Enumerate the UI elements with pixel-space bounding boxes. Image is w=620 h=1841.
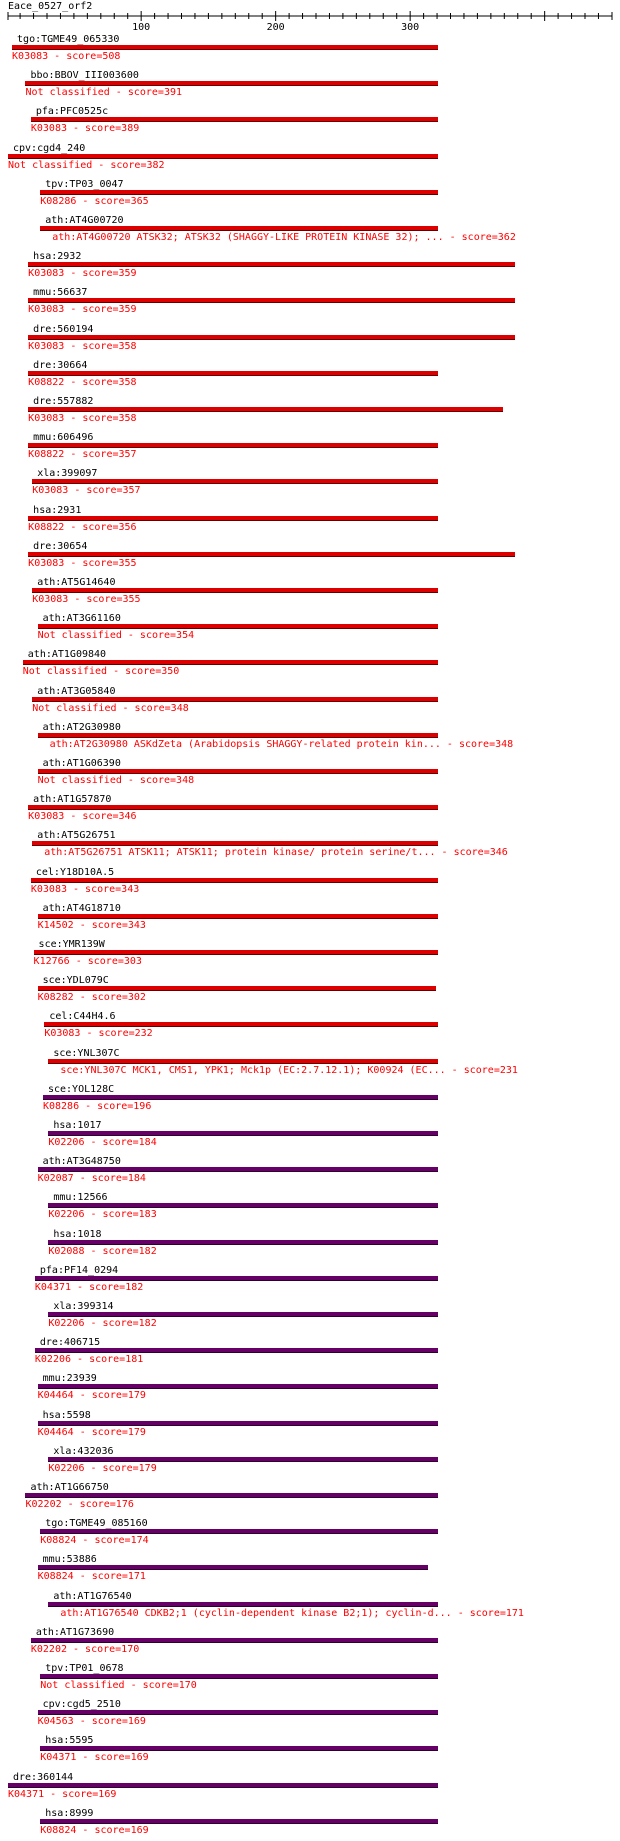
- hit-alignment-bar[interactable]: [40, 226, 438, 231]
- hit-gene-label[interactable]: mmu:606496: [33, 432, 94, 444]
- hit-ko-score[interactable]: Not classified - score=382: [8, 159, 165, 171]
- hit-gene-label[interactable]: dre:406715: [39, 1337, 101, 1349]
- hit-gene-label[interactable]: ath:AT3G05840: [37, 685, 116, 697]
- hit-alignment-bar[interactable]: [48, 1240, 438, 1245]
- hit-gene-label[interactable]: ath:AT1G57870: [33, 794, 112, 806]
- hit-alignment-bar[interactable]: [38, 986, 436, 991]
- hit-alignment-bar[interactable]: [38, 914, 439, 919]
- hit-gene-label[interactable]: sce:YDL079C: [42, 975, 109, 987]
- hit-gene-label[interactable]: tpv:TP01_0678: [45, 1663, 124, 1674]
- query-name: Eace_0527_orf2: [8, 1, 93, 12]
- hit-gene-label[interactable]: hsa:5598: [42, 1409, 91, 1421]
- hit-alignment-bar[interactable]: [40, 1674, 438, 1679]
- hit-ko-score[interactable]: K03083 - score=343: [30, 883, 140, 895]
- hit-ko-score[interactable]: K04464 - score=179: [37, 1426, 146, 1438]
- hit-gene-label[interactable]: hsa:1018: [53, 1228, 102, 1240]
- hit-gene-label[interactable]: hsa:2931: [33, 504, 82, 516]
- hit-alignment-bar[interactable]: [28, 516, 438, 521]
- hit-gene-label[interactable]: mmu:56637: [33, 287, 88, 299]
- hit-alignment-bar[interactable]: [8, 1783, 438, 1788]
- hit-gene-label[interactable]: xla:432036: [53, 1445, 114, 1457]
- hit-gene-label[interactable]: ath:AT2G30980: [42, 721, 121, 733]
- hit-ko-score[interactable]: K03083 - score=389: [30, 123, 140, 135]
- hit-gene-label[interactable]: xla:399097: [37, 468, 98, 480]
- hit-gene-label[interactable]: dre:557882: [33, 396, 94, 407]
- hit-ko-score[interactable]: K02202 - score=176: [25, 1499, 134, 1510]
- hit-alignment-bar[interactable]: [31, 878, 439, 883]
- hit-alignment-bar[interactable]: [28, 552, 515, 557]
- hit-alignment-bar[interactable]: [8, 154, 438, 159]
- hit-ko-score[interactable]: ath:AT4G00720 ATSK32; ATSK32 (SHAGGY-LIKE PROTEIN KINASE 32); ... - score=362: [52, 232, 516, 243]
- hit-ko-score[interactable]: K04563 - score=169: [37, 1716, 146, 1728]
- hit-gene-label[interactable]: mmu:12566: [53, 1192, 108, 1204]
- hit-alignment-bar[interactable]: [25, 81, 438, 86]
- hit-alignment-bar[interactable]: [38, 769, 439, 774]
- hit-ko-score[interactable]: K03083 - score=232: [44, 1028, 153, 1040]
- hit-gene-label[interactable]: ath:AT3G61160: [42, 613, 121, 625]
- hit-ko-score[interactable]: K12766 - score=303: [33, 956, 142, 967]
- hit-ko-score[interactable]: ath:AT5G26751 ATSK11; ATSK11; protein kinase/ protein serine/t... - score=346: [44, 847, 508, 859]
- hit-ko-score[interactable]: K04464 - score=179: [37, 1390, 146, 1402]
- hit-gene-label[interactable]: ath:AT1G09840: [27, 649, 107, 661]
- hit-alignment-bar[interactable]: [48, 1602, 438, 1607]
- hit-ko-score[interactable]: K08282 - score=302: [37, 992, 146, 1004]
- hit-alignment-bar[interactable]: [48, 1203, 438, 1208]
- hit-ko-score[interactable]: K02206 - score=181: [34, 1354, 144, 1366]
- hit-ko-score[interactable]: K08824 - score=174: [40, 1535, 149, 1547]
- hit-gene-label[interactable]: tpv:TP03_0047: [45, 178, 124, 190]
- hit-ko-score[interactable]: Not classified - score=348: [32, 702, 189, 714]
- hit-alignment-bar[interactable]: [32, 841, 438, 846]
- hit-alignment-bar[interactable]: [31, 1638, 439, 1643]
- hit-alignment-bar[interactable]: [32, 697, 438, 702]
- hit-gene-label[interactable]: dre:30654: [33, 540, 88, 552]
- hit-gene-label[interactable]: pfa:PFC0525c: [35, 106, 109, 118]
- ruler-tick-label: 100: [132, 22, 151, 30]
- ruler-tick-label: 200: [266, 22, 285, 30]
- hit-alignment-bar[interactable]: [40, 1529, 438, 1534]
- hit-gene-label[interactable]: ath:AT5G14640: [37, 577, 116, 588]
- hit-alignment-bar[interactable]: [38, 624, 439, 629]
- hit-alignment-bar[interactable]: [40, 190, 438, 195]
- hit-alignment-bar[interactable]: [23, 660, 439, 665]
- hit-ko-score[interactable]: K02088 - score=182: [48, 1245, 157, 1257]
- hit-alignment-bar[interactable]: [28, 407, 503, 412]
- hit-gene-label[interactable]: hsa:1017: [53, 1120, 102, 1131]
- hit-alignment-bar[interactable]: [48, 1312, 438, 1317]
- hit-ko-score[interactable]: K03083 - score=346: [28, 811, 137, 823]
- hit-alignment-bar[interactable]: [48, 1059, 438, 1064]
- hit-ko-score[interactable]: K08286 - score=196: [42, 1100, 152, 1112]
- hit-ko-score[interactable]: K02206 - score=184: [48, 1137, 157, 1148]
- hit-ko-score[interactable]: K08822 - score=357: [28, 449, 137, 461]
- hit-alignment-bar[interactable]: [38, 1421, 439, 1426]
- hit-ko-score[interactable]: K02087 - score=184: [37, 1173, 146, 1185]
- hit-ko-score[interactable]: K02206 - score=182: [48, 1318, 157, 1329]
- hit-alignment-bar[interactable]: [28, 371, 438, 376]
- hit-alignment-bar[interactable]: [31, 117, 439, 122]
- hit-gene-label[interactable]: hsa:2932: [33, 251, 82, 263]
- hit-ko-score[interactable]: K04371 - score=169: [8, 1788, 117, 1800]
- hit-ko-score[interactable]: sce:YNL307C MCK1, CMS1, YPK1; Mck1p (EC:2.7.12.1); K00924 (EC... - score=231: [60, 1064, 518, 1076]
- hit-ko-score[interactable]: K02206 - score=183: [48, 1209, 157, 1221]
- hit-gene-label[interactable]: mmu:23939: [42, 1373, 97, 1385]
- hit-ko-score[interactable]: K08286 - score=365: [40, 195, 149, 207]
- hit-ko-score[interactable]: Not classified - score=170: [40, 1680, 197, 1691]
- hit-ko-score[interactable]: K08822 - score=356: [28, 521, 137, 533]
- hit-gene-label[interactable]: ath:AT4G18710: [42, 902, 121, 914]
- hit-gene-label[interactable]: dre:560194: [33, 323, 94, 335]
- hit-alignment-bar[interactable]: [40, 1819, 438, 1824]
- hit-alignment-bar[interactable]: [38, 733, 439, 738]
- hit-alignment-bar[interactable]: [40, 1746, 438, 1751]
- hit-alignment-bar[interactable]: [28, 298, 515, 303]
- hit-ko-score[interactable]: Not classified - score=350: [22, 666, 180, 678]
- hit-alignment-bar[interactable]: [32, 588, 438, 593]
- hit-alignment-bar[interactable]: [28, 335, 515, 340]
- hit-alignment-bar[interactable]: [25, 1493, 438, 1498]
- hit-ko-score[interactable]: K04371 - score=182: [34, 1281, 144, 1293]
- hit-gene-label[interactable]: cpv:cgd4_240: [13, 142, 86, 154]
- hit-gene-label[interactable]: tgo:TGME49_085160: [45, 1518, 148, 1530]
- hit-ko-score[interactable]: K08822 - score=358: [28, 376, 137, 388]
- hit-alignment-bar[interactable]: [28, 443, 438, 448]
- hit-gene-label[interactable]: ath:AT3G48750: [42, 1156, 121, 1168]
- hit-gene-label[interactable]: xla:399314: [53, 1301, 114, 1312]
- hit-ko-score[interactable]: K02206 - score=179: [48, 1462, 157, 1474]
- hit-ko-score[interactable]: K03083 - score=355: [32, 594, 141, 605]
- hit-ko-score[interactable]: Not classified - score=348: [37, 775, 195, 786]
- hit-ko-score[interactable]: Not classified - score=391: [25, 87, 183, 99]
- hit-gene-label[interactable]: hsa:5595: [45, 1735, 94, 1747]
- hit-gene-label[interactable]: ath:AT1G73690: [35, 1626, 115, 1638]
- ruler-axis: [0, 0, 620, 30]
- hit-ko-score[interactable]: K03083 - score=358: [28, 413, 137, 424]
- hit-ko-score[interactable]: K03083 - score=359: [28, 304, 137, 316]
- hit-alignment-bar[interactable]: [34, 950, 439, 955]
- hit-ko-score[interactable]: K03083 - score=357: [32, 485, 141, 497]
- hit-gene-label[interactable]: cel:C44H4.6: [49, 1011, 116, 1023]
- hit-alignment-bar[interactable]: [35, 1276, 439, 1281]
- hit-gene-label[interactable]: cel:Y18D10A.5: [35, 866, 115, 878]
- hit-gene-label[interactable]: ath:AT1G76540: [53, 1590, 132, 1602]
- hit-ko-score[interactable]: K08824 - score=169: [40, 1824, 149, 1836]
- hit-alignment-bar[interactable]: [28, 805, 438, 810]
- hit-ko-score[interactable]: K08824 - score=171: [37, 1571, 146, 1583]
- hit-gene-label[interactable]: pfa:PF14_0294: [39, 1264, 119, 1276]
- hit-gene-label[interactable]: hsa:8999: [45, 1807, 94, 1819]
- hit-gene-label[interactable]: bbo:BBOV_III003600: [30, 70, 139, 82]
- hit-alignment-bar[interactable]: [48, 1131, 438, 1136]
- hit-alignment-bar[interactable]: [38, 1384, 439, 1389]
- hit-gene-label[interactable]: dre:360144: [13, 1771, 74, 1783]
- hit-gene-label[interactable]: mmu:53886: [42, 1554, 97, 1566]
- hit-ko-score[interactable]: K03083 - score=355: [28, 557, 137, 569]
- hit-alignment-bar[interactable]: [44, 1022, 438, 1027]
- hit-gene-label[interactable]: sce:YMR139W: [38, 939, 105, 950]
- hit-gene-label[interactable]: sce:YNL307C: [53, 1047, 120, 1059]
- hit-gene-label[interactable]: ath:AT1G66750: [30, 1482, 109, 1493]
- hit-gene-label[interactable]: tgo:TGME49_065330: [17, 34, 120, 45]
- hit-alignment-bar[interactable]: [32, 479, 438, 484]
- hit-gene-label[interactable]: dre:30664: [33, 359, 88, 371]
- hit-ko-score[interactable]: K03083 - score=508: [12, 51, 121, 62]
- hit-alignment-bar[interactable]: [48, 1457, 438, 1462]
- ruler-tick-label: 300: [401, 22, 420, 30]
- hit-alignment-bar[interactable]: [38, 1710, 439, 1715]
- hit-alignment-bar[interactable]: [38, 1565, 428, 1570]
- hit-gene-label[interactable]: cpv:cgd5_2510: [42, 1699, 121, 1711]
- hit-ko-score[interactable]: K04371 - score=169: [40, 1752, 149, 1764]
- hit-ko-score[interactable]: K03083 - score=359: [28, 268, 137, 280]
- hit-alignment-bar[interactable]: [28, 262, 515, 267]
- hit-gene-label[interactable]: sce:YOL128C: [47, 1083, 115, 1095]
- hit-alignment-bar[interactable]: [38, 1167, 439, 1172]
- hit-ko-score[interactable]: K03083 - score=358: [28, 340, 137, 352]
- hit-alignment-bar[interactable]: [12, 45, 438, 50]
- hit-ko-score[interactable]: Not classified - score=354: [37, 630, 195, 642]
- hit-ko-score[interactable]: ath:AT2G30980 ASKdZeta (Arabidopsis SHAGGY-related protein kin... - score=348: [49, 738, 514, 750]
- hit-ko-score[interactable]: K02202 - score=170: [30, 1643, 140, 1655]
- hit-gene-label[interactable]: ath:AT1G06390: [42, 758, 121, 769]
- hit-ko-score[interactable]: ath:AT1G76540 CDKB2;1 (cyclin-dependent kinase B2;1); cyclin-d... - score=171: [60, 1607, 524, 1619]
- hit-ko-score[interactable]: K14502 - score=343: [37, 919, 146, 931]
- hit-gene-label[interactable]: ath:AT4G00720: [45, 215, 124, 226]
- hit-alignment-bar[interactable]: [35, 1348, 439, 1353]
- hit-alignment-bar[interactable]: [43, 1095, 438, 1100]
- hit-gene-label[interactable]: ath:AT5G26751: [37, 830, 116, 842]
